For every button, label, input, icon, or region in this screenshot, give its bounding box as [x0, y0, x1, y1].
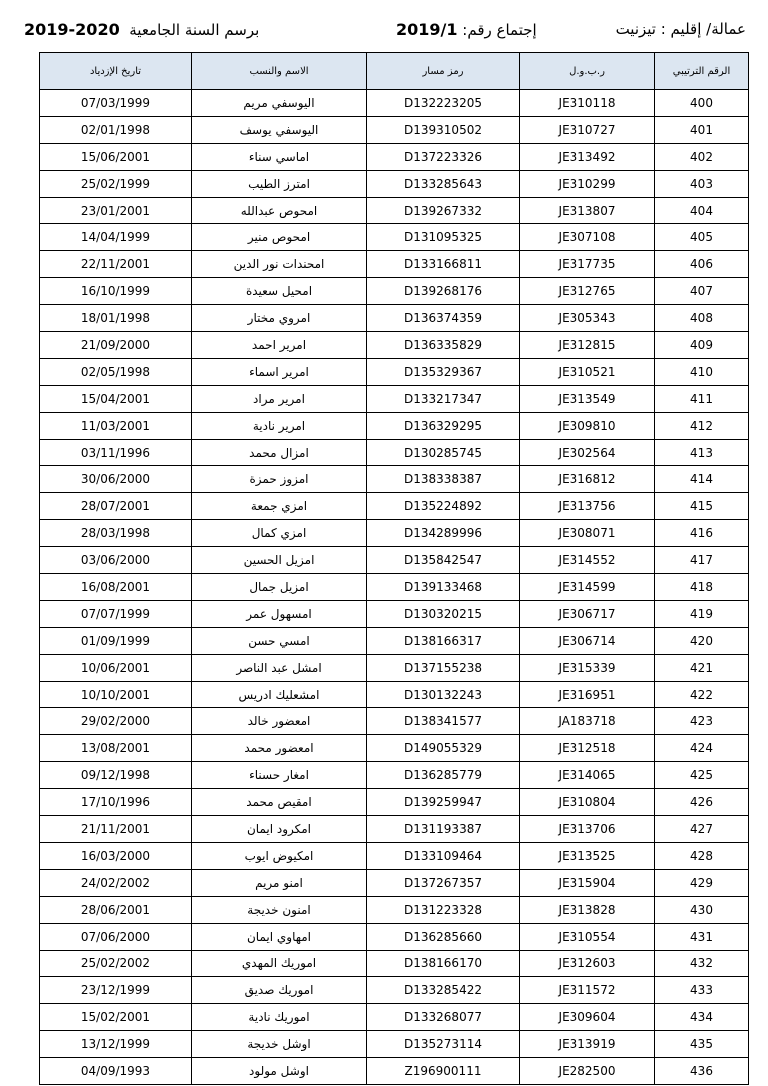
cell-order-number: 423	[655, 708, 749, 735]
cell-birth-date: 02/05/1998	[40, 358, 192, 385]
cell-birth-date: 16/08/2001	[40, 574, 192, 601]
cell-full-name: اليوسفي يوسف	[192, 116, 367, 143]
cell-birth-date: 10/06/2001	[40, 654, 192, 681]
table-row	[40, 816, 749, 843]
meeting-label: إجتماع رقم:	[462, 21, 537, 39]
cell-birth-date: 28/06/2001	[40, 896, 192, 923]
table-row	[40, 143, 749, 170]
table-row	[40, 842, 749, 869]
cell-cne: JE310804	[520, 789, 655, 816]
table-row	[40, 574, 749, 601]
cell-full-name: امزوز حمزة	[192, 466, 367, 493]
cell-full-name: امسي حسن	[192, 627, 367, 654]
cell-full-name: امحيل سعيدة	[192, 278, 367, 305]
table-row	[40, 90, 749, 117]
header-order-number: الرقم الترتيبي	[655, 53, 749, 90]
cell-massar-code: D136285660	[367, 923, 520, 950]
cell-order-number: 400	[655, 90, 749, 117]
cell-cne: JE314065	[520, 762, 655, 789]
cell-birth-date: 25/02/2002	[40, 950, 192, 977]
cell-birth-date: 15/04/2001	[40, 385, 192, 412]
cell-massar-code: D131223328	[367, 896, 520, 923]
cell-order-number: 406	[655, 251, 749, 278]
cell-cne: JE313919	[520, 1031, 655, 1058]
cell-cne: JE317735	[520, 251, 655, 278]
cell-cne: JE305343	[520, 305, 655, 332]
table-row	[40, 520, 749, 547]
table-row	[40, 735, 749, 762]
table-row	[40, 1031, 749, 1058]
cell-birth-date: 07/03/1999	[40, 90, 192, 117]
cell-birth-date: 25/02/1999	[40, 170, 192, 197]
cell-cne: JE313756	[520, 493, 655, 520]
cell-birth-date: 15/06/2001	[40, 143, 192, 170]
cell-full-name: امغار حسناء	[192, 762, 367, 789]
cell-order-number: 404	[655, 197, 749, 224]
cell-massar-code: D133109464	[367, 842, 520, 869]
cell-full-name: امزي كمال	[192, 520, 367, 547]
cell-birth-date: 21/09/2000	[40, 332, 192, 359]
cell-massar-code: D133268077	[367, 1004, 520, 1031]
cell-full-name: امكيوض ايوب	[192, 842, 367, 869]
cell-order-number: 433	[655, 977, 749, 1004]
cell-full-name: امنون خديجة	[192, 896, 367, 923]
table-row	[40, 358, 749, 385]
cell-order-number: 422	[655, 681, 749, 708]
header-full-name: الاسم والنسب	[192, 53, 367, 90]
cell-full-name: امزي جمعة	[192, 493, 367, 520]
cell-order-number: 401	[655, 116, 749, 143]
cell-birth-date: 07/06/2000	[40, 923, 192, 950]
cell-massar-code: D130285745	[367, 439, 520, 466]
cell-birth-date: 11/03/2001	[40, 412, 192, 439]
cell-full-name: اموريك صديق	[192, 977, 367, 1004]
cell-full-name: امكرود ايمان	[192, 816, 367, 843]
cell-cne: JE306714	[520, 627, 655, 654]
cell-massar-code: D135273114	[367, 1031, 520, 1058]
cell-cne: JE313549	[520, 385, 655, 412]
cell-massar-code: D139268176	[367, 278, 520, 305]
cell-cne: JE312765	[520, 278, 655, 305]
students-table	[39, 52, 749, 1085]
cell-birth-date: 24/02/2002	[40, 869, 192, 896]
cell-full-name: اليوسفي مريم	[192, 90, 367, 117]
cell-birth-date: 10/10/2001	[40, 681, 192, 708]
cell-cne: JE313828	[520, 896, 655, 923]
cell-massar-code: D135842547	[367, 547, 520, 574]
cell-full-name: امرير احمد	[192, 332, 367, 359]
cell-birth-date: 13/08/2001	[40, 735, 192, 762]
cell-massar-code: D136335829	[367, 332, 520, 359]
academic-year-value: 2020-2019	[24, 20, 120, 39]
cell-birth-date: 23/01/2001	[40, 197, 192, 224]
cell-full-name: امرير مراد	[192, 385, 367, 412]
cell-birth-date: 23/12/1999	[40, 977, 192, 1004]
cell-birth-date: 15/02/2001	[40, 1004, 192, 1031]
cell-massar-code: D135329367	[367, 358, 520, 385]
cell-cne: JE309810	[520, 412, 655, 439]
cell-massar-code: D132223205	[367, 90, 520, 117]
cell-order-number: 415	[655, 493, 749, 520]
cell-cne: JE282500	[520, 1058, 655, 1085]
meeting-number: 2019/1	[396, 20, 458, 39]
cell-cne: JE307108	[520, 224, 655, 251]
cell-full-name: امترز الطيب	[192, 170, 367, 197]
cell-order-number: 402	[655, 143, 749, 170]
table-row	[40, 547, 749, 574]
cell-birth-date: 16/10/1999	[40, 278, 192, 305]
cell-massar-code: D138166317	[367, 627, 520, 654]
cell-massar-code: D139133468	[367, 574, 520, 601]
table-row	[40, 762, 749, 789]
cell-cne: JE313706	[520, 816, 655, 843]
cell-cne: JA183718	[520, 708, 655, 735]
cell-birth-date: 01/09/1999	[40, 627, 192, 654]
cell-birth-date: 30/06/2000	[40, 466, 192, 493]
table-row	[40, 466, 749, 493]
table-row	[40, 950, 749, 977]
cell-birth-date: 22/11/2001	[40, 251, 192, 278]
table-row	[40, 654, 749, 681]
table-row	[40, 923, 749, 950]
table-row	[40, 681, 749, 708]
cell-order-number: 412	[655, 412, 749, 439]
cell-full-name: امرير نادية	[192, 412, 367, 439]
cell-full-name: امسهول عمر	[192, 600, 367, 627]
cell-order-number: 434	[655, 1004, 749, 1031]
cell-massar-code: D139267332	[367, 197, 520, 224]
table-row	[40, 332, 749, 359]
table-row	[40, 869, 749, 896]
cell-massar-code: D133217347	[367, 385, 520, 412]
cell-order-number: 432	[655, 950, 749, 977]
cell-massar-code: D135224892	[367, 493, 520, 520]
cell-cne: JE312815	[520, 332, 655, 359]
cell-full-name: اوشل مولود	[192, 1058, 367, 1085]
cell-cne: JE309604	[520, 1004, 655, 1031]
header-cne: ر.ب.و.ل	[520, 53, 655, 90]
cell-massar-code: D131095325	[367, 224, 520, 251]
cell-order-number: 410	[655, 358, 749, 385]
cell-full-name: امقيص محمد	[192, 789, 367, 816]
header-massar-code: رمز مسار	[367, 53, 520, 90]
cell-order-number: 418	[655, 574, 749, 601]
academic-year	[24, 20, 259, 39]
cell-order-number: 413	[655, 439, 749, 466]
cell-cne: JE310554	[520, 923, 655, 950]
cell-massar-code: D130132243	[367, 681, 520, 708]
cell-massar-code: D139259947	[367, 789, 520, 816]
table-row	[40, 412, 749, 439]
cell-order-number: 421	[655, 654, 749, 681]
cell-full-name: امحندات نور الدين	[192, 251, 367, 278]
cell-full-name: امرير اسماء	[192, 358, 367, 385]
cell-cne: JE310299	[520, 170, 655, 197]
cell-order-number: 420	[655, 627, 749, 654]
cell-birth-date: 29/02/2000	[40, 708, 192, 735]
academic-year-label: برسم السنة الجامعية	[129, 21, 260, 39]
cell-order-number: 425	[655, 762, 749, 789]
cell-birth-date: 14/04/1999	[40, 224, 192, 251]
cell-massar-code: D133285422	[367, 977, 520, 1004]
cell-cne: JE312603	[520, 950, 655, 977]
cell-full-name: اوشل خديجة	[192, 1031, 367, 1058]
cell-cne: JE315904	[520, 869, 655, 896]
cell-full-name: اماسي سناء	[192, 143, 367, 170]
cell-birth-date: 04/09/1993	[40, 1058, 192, 1085]
meeting-info	[396, 20, 537, 39]
table-row	[40, 789, 749, 816]
cell-birth-date: 28/07/2001	[40, 493, 192, 520]
cell-order-number: 428	[655, 842, 749, 869]
cell-massar-code: D133285643	[367, 170, 520, 197]
cell-order-number: 405	[655, 224, 749, 251]
cell-order-number: 411	[655, 385, 749, 412]
cell-cne: JE314599	[520, 574, 655, 601]
cell-order-number: 409	[655, 332, 749, 359]
cell-massar-code: D138341577	[367, 708, 520, 735]
table-row	[40, 251, 749, 278]
table-row	[40, 197, 749, 224]
cell-birth-date: 16/03/2000	[40, 842, 192, 869]
region-label: عمالة/ إقليم : تيزنيت	[615, 20, 746, 38]
cell-massar-code: D136285779	[367, 762, 520, 789]
cell-massar-code: D137223326	[367, 143, 520, 170]
cell-full-name: امشعليك ادريس	[192, 681, 367, 708]
cell-full-name: امروي مختار	[192, 305, 367, 332]
table-row	[40, 708, 749, 735]
cell-cne: JE315339	[520, 654, 655, 681]
table-row	[40, 977, 749, 1004]
table-row	[40, 627, 749, 654]
cell-birth-date: 03/11/1996	[40, 439, 192, 466]
cell-cne: JE310118	[520, 90, 655, 117]
cell-full-name: امعضور خالد	[192, 708, 367, 735]
cell-massar-code: D137155238	[367, 654, 520, 681]
cell-full-name: امزيل جمال	[192, 574, 367, 601]
cell-birth-date: 03/06/2000	[40, 547, 192, 574]
cell-birth-date: 02/01/1998	[40, 116, 192, 143]
document-header	[24, 20, 746, 46]
cell-cne: JE302564	[520, 439, 655, 466]
cell-order-number: 419	[655, 600, 749, 627]
cell-order-number: 427	[655, 816, 749, 843]
cell-cne: JE314552	[520, 547, 655, 574]
cell-cne: JE313807	[520, 197, 655, 224]
header-birth-date: تاريخ الإزدياد	[40, 53, 192, 90]
cell-full-name: امشل عبد الناصر	[192, 654, 367, 681]
cell-order-number: 429	[655, 869, 749, 896]
cell-order-number: 430	[655, 896, 749, 923]
cell-birth-date: 09/12/1998	[40, 762, 192, 789]
cell-birth-date: 28/03/1998	[40, 520, 192, 547]
table-row	[40, 116, 749, 143]
cell-birth-date: 17/10/1996	[40, 789, 192, 816]
cell-massar-code: Z196900111	[367, 1058, 520, 1085]
cell-cne: JE308071	[520, 520, 655, 547]
cell-massar-code: D133166811	[367, 251, 520, 278]
cell-cne: JE306717	[520, 600, 655, 627]
cell-massar-code: D130320215	[367, 600, 520, 627]
cell-cne: JE312518	[520, 735, 655, 762]
cell-order-number: 403	[655, 170, 749, 197]
cell-full-name: اموريك المهدي	[192, 950, 367, 977]
cell-massar-code: D136329295	[367, 412, 520, 439]
cell-full-name: امهاوي ايمان	[192, 923, 367, 950]
table-body	[40, 90, 749, 1085]
table-header	[40, 53, 749, 90]
table-row	[40, 600, 749, 627]
cell-birth-date: 18/01/1998	[40, 305, 192, 332]
cell-order-number: 417	[655, 547, 749, 574]
table-row	[40, 1058, 749, 1085]
cell-order-number: 408	[655, 305, 749, 332]
cell-birth-date: 07/07/1999	[40, 600, 192, 627]
cell-order-number: 407	[655, 278, 749, 305]
cell-massar-code: D138166170	[367, 950, 520, 977]
cell-cne: JE311572	[520, 977, 655, 1004]
cell-massar-code: D137267357	[367, 869, 520, 896]
table-row	[40, 305, 749, 332]
cell-order-number: 431	[655, 923, 749, 950]
cell-full-name: امزيل الحسين	[192, 547, 367, 574]
table-row	[40, 896, 749, 923]
cell-massar-code: D134289996	[367, 520, 520, 547]
cell-massar-code: D136374359	[367, 305, 520, 332]
table-row	[40, 1004, 749, 1031]
table-row	[40, 385, 749, 412]
cell-massar-code: D149055329	[367, 735, 520, 762]
cell-full-name: امزال محمد	[192, 439, 367, 466]
cell-cne: JE313492	[520, 143, 655, 170]
table-row	[40, 278, 749, 305]
cell-full-name: امنو مريم	[192, 869, 367, 896]
table-row	[40, 439, 749, 466]
cell-full-name: امحوص منير	[192, 224, 367, 251]
cell-cne: JE316951	[520, 681, 655, 708]
cell-cne: JE316812	[520, 466, 655, 493]
cell-order-number: 424	[655, 735, 749, 762]
cell-full-name: اموريك نادية	[192, 1004, 367, 1031]
table-row	[40, 493, 749, 520]
cell-order-number: 435	[655, 1031, 749, 1058]
cell-cne: JE313525	[520, 842, 655, 869]
cell-massar-code: D139310502	[367, 116, 520, 143]
cell-birth-date: 13/12/1999	[40, 1031, 192, 1058]
cell-birth-date: 21/11/2001	[40, 816, 192, 843]
cell-full-name: امعضور محمد	[192, 735, 367, 762]
table-row	[40, 224, 749, 251]
cell-full-name: امحوص عبدالله	[192, 197, 367, 224]
cell-order-number: 414	[655, 466, 749, 493]
cell-cne: JE310727	[520, 116, 655, 143]
cell-order-number: 426	[655, 789, 749, 816]
cell-massar-code: D138338387	[367, 466, 520, 493]
cell-order-number: 416	[655, 520, 749, 547]
cell-order-number: 436	[655, 1058, 749, 1085]
cell-cne: JE310521	[520, 358, 655, 385]
cell-massar-code: D131193387	[367, 816, 520, 843]
header-row	[40, 53, 749, 90]
table-row	[40, 170, 749, 197]
